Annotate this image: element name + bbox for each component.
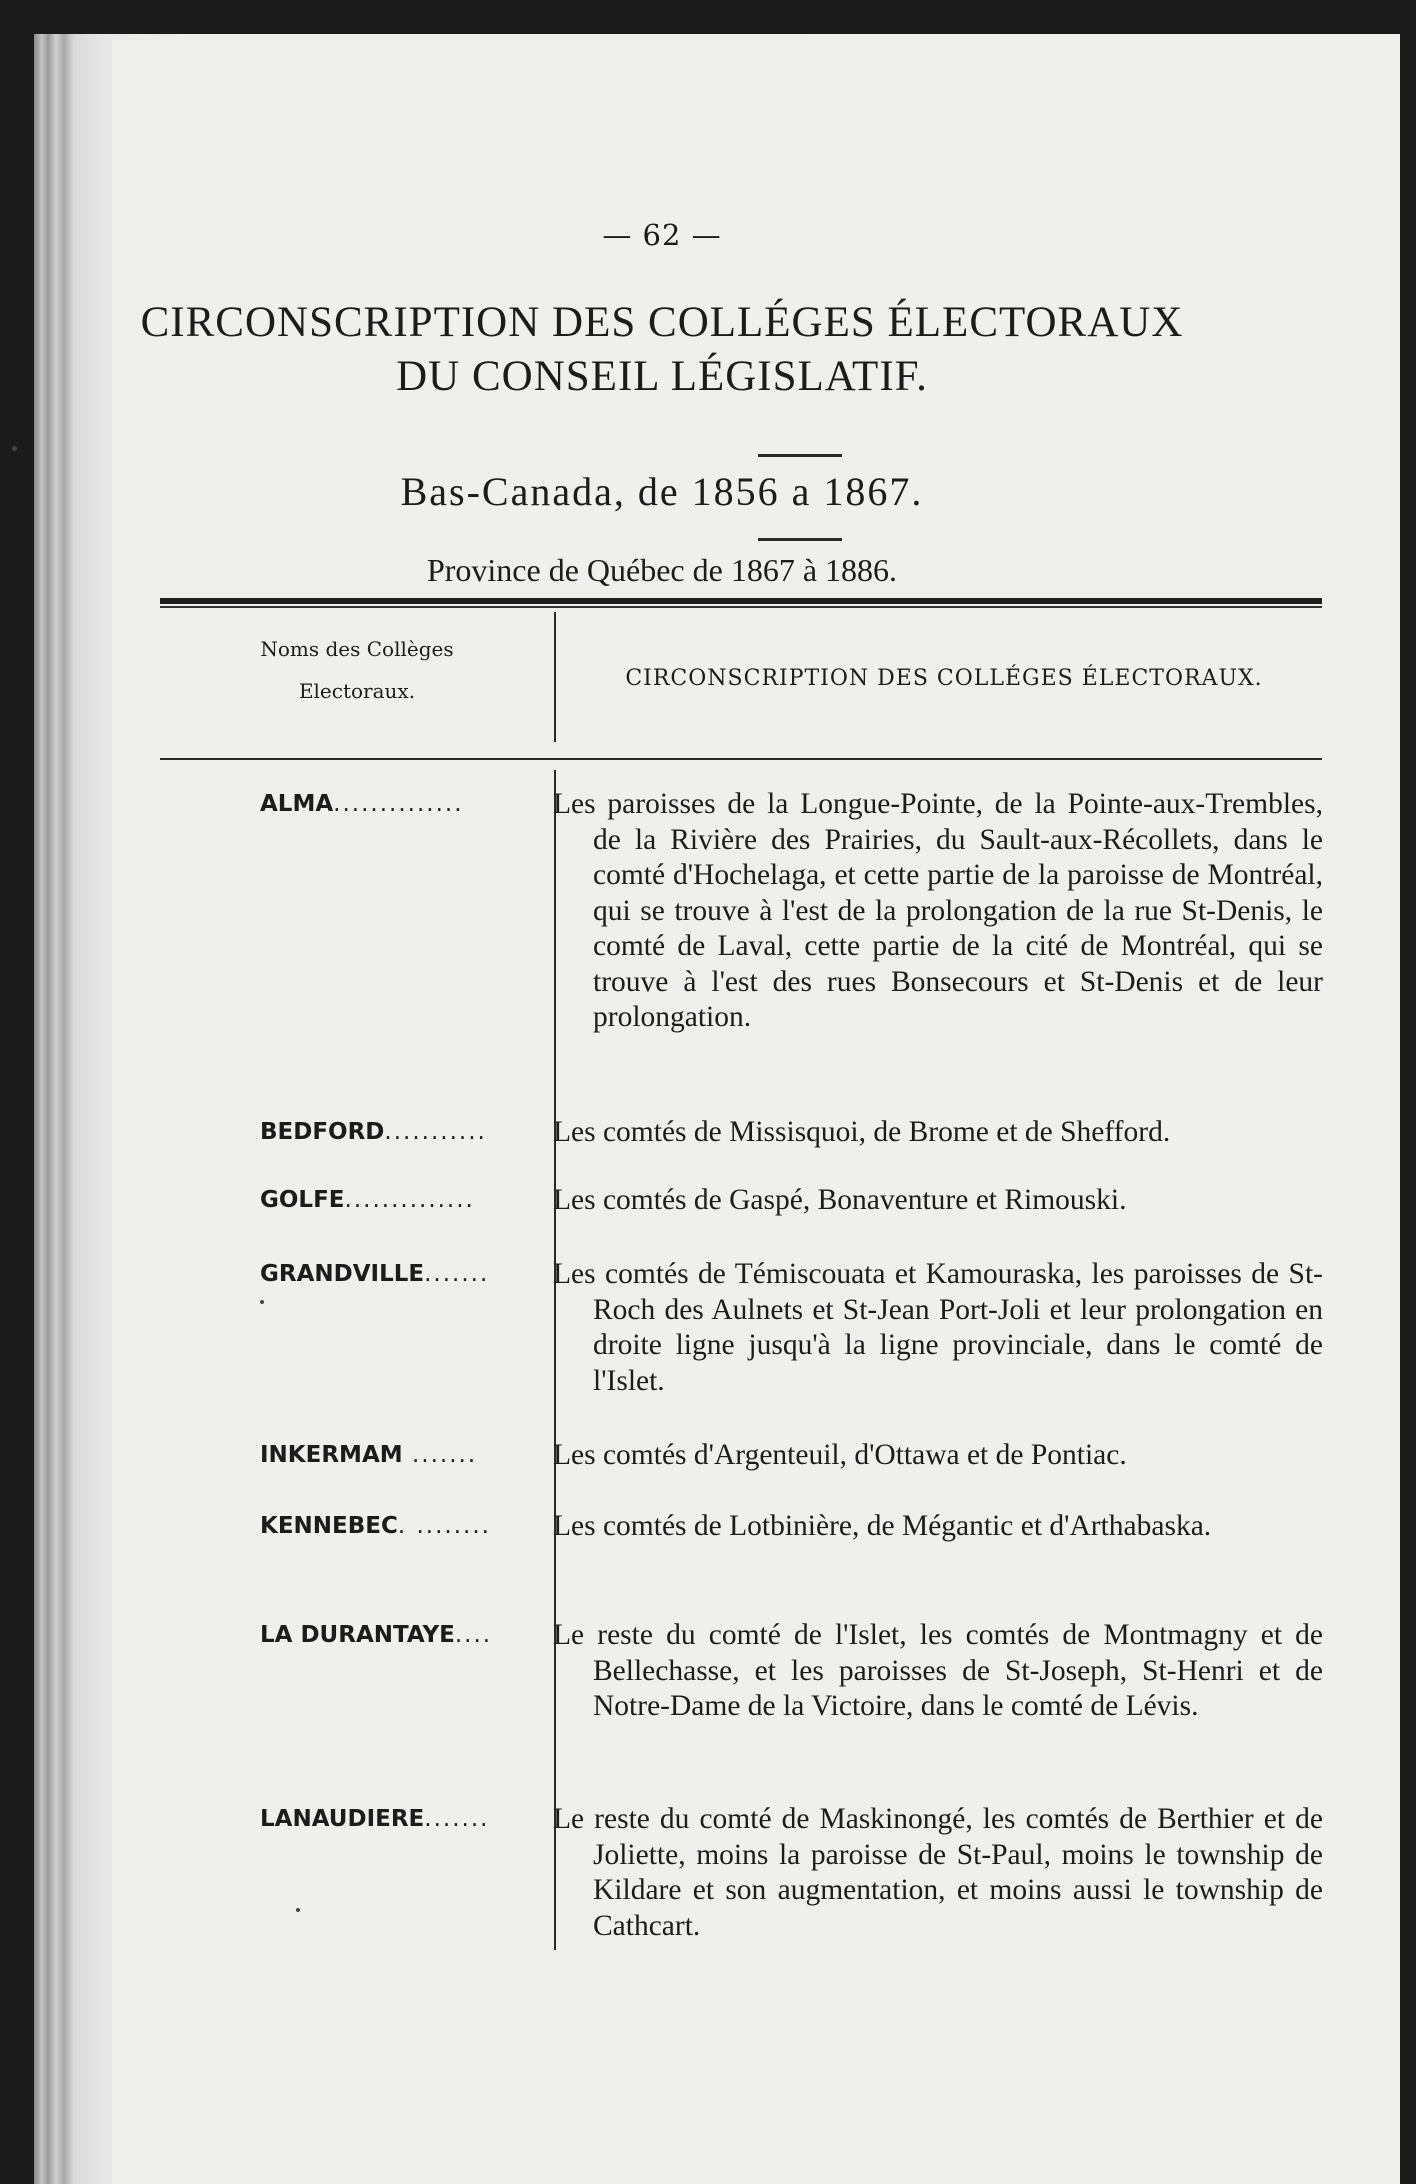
college-description-text: Les comtés de Gaspé, Bonaventure et Rimouski.: [553, 1184, 1127, 1216]
college-description: [553, 1183, 1323, 1219]
college-description: [553, 1802, 1323, 1944]
college-name: [260, 1256, 540, 1292]
scan-speck: [296, 1908, 300, 1912]
college-name-text: GRANDVILLE: [260, 1261, 425, 1287]
college-name-text: LA DURANTAYE: [260, 1622, 455, 1648]
divider: [758, 454, 842, 457]
college-description-text: Les paroisses de la Longue-Pointe, de la Pointe-aux-Trembles, de la Rivière des Prairies, du Sault-aux-Récollets, dans le comté d'Hochelaga, et cette partie de la paroisse de Montréal, qui se trouve à l'est de la prolongation de la rue St-Denis, le comté de Laval, cette partie de la cité de Montréal, qui se trouve à l'est des rues Bonsecours et St-Denis et de leur prolongation.: [553, 788, 1323, 1033]
divider: [758, 538, 842, 541]
title-line-1: CIRCONSCRIPTION DES COLLÉGES ÉLECTORAUX: [140, 299, 1184, 346]
scan-speck: [12, 446, 17, 451]
college-description: [553, 1438, 1323, 1474]
college-name: [260, 1508, 540, 1544]
college-name-text: ALMA: [260, 791, 334, 817]
college-description-text: Les comtés d'Argenteuil, d'Ottawa et de Pontiac.: [553, 1439, 1127, 1471]
table-top-rule-thin: [160, 606, 1322, 608]
college-name-text: INKERMAM: [260, 1442, 403, 1468]
subtitle: Bas-Canada, de 1856 a 1867.: [400, 469, 924, 514]
college-name: [260, 1437, 540, 1473]
leader-dots: ...........: [384, 1119, 487, 1145]
college-description-text: Les comtés de Lotbinière, de Mégantic et d'Arthabaska.: [553, 1510, 1212, 1542]
college-description: [553, 1618, 1323, 1725]
column-header-names-line2: Electoraux.: [298, 679, 416, 703]
scan-speck: [260, 1300, 264, 1304]
college-description-text: Les comtés de Missisquoi, de Brome et de Shefford.: [553, 1116, 1171, 1148]
leader-dots: ....: [454, 1622, 493, 1648]
college-name-text: LANAUDIERE: [260, 1806, 425, 1832]
leader-dots: . ........: [397, 1513, 491, 1539]
college-description: [553, 1257, 1323, 1399]
table-top-rule: [160, 598, 1322, 604]
college-description: [553, 787, 1323, 1036]
subtitle-province: Province de Québec de 1867 à 1886.: [426, 552, 898, 588]
header-column-divider: [554, 612, 556, 742]
page-title: [112, 296, 1212, 404]
college-name: [260, 1617, 540, 1653]
college-name: [260, 1801, 540, 1837]
college-description-text: Les comtés de Témiscouata et Kamouraska, les paroisses de St-Roch des Aulnets et St-Jean Port-Joli et leur prolongation en droite ligne jusqu'à la ligne provinciale, dans le comté de l'Islet.: [553, 1258, 1323, 1397]
column-header-names-line1: Noms des Collèges: [260, 637, 454, 661]
college-description-text: Le reste du comté de Maskinongé, les comtés de Berthier et de Joliette, moins la paroisse de St-Paul, moins le township de Kildare et son augmentation, et moins aussi le township de Cathcart.: [553, 1803, 1323, 1942]
title-line-2: DU CONSEIL LÉGISLATIF.: [396, 353, 928, 400]
leader-dots: .......: [424, 1806, 490, 1832]
college-description-text: Le reste du comté de l'Islet, les comtés de Montmagny et de Bellechasse, et les paroisses de St-Joseph, St-Henri et de Notre-Dame de la Victoire, dans le comté de Lévis.: [553, 1619, 1323, 1722]
college-name: [260, 1114, 540, 1150]
college-name-text: KENNEBEC: [260, 1513, 398, 1539]
column-header-circonscription: CIRCONSCRIPTION DES COLLÉGES ÉLECTORAUX.: [625, 666, 1263, 691]
college-description: [553, 1115, 1323, 1151]
page-number: — 62 —: [602, 218, 722, 252]
college-name: [260, 786, 540, 822]
column-header-names: [164, 628, 550, 712]
leader-dots: ..............: [344, 1187, 475, 1213]
leader-dots: .......: [424, 1261, 490, 1287]
college-name-text: BEDFORD: [260, 1119, 385, 1145]
table-header-rule: [160, 758, 1322, 760]
college-name: [260, 1182, 540, 1218]
leader-dots: ..............: [333, 791, 464, 817]
college-description: [553, 1509, 1323, 1545]
college-name-text: GOLFE: [260, 1187, 345, 1213]
leader-dots: .......: [402, 1442, 478, 1468]
